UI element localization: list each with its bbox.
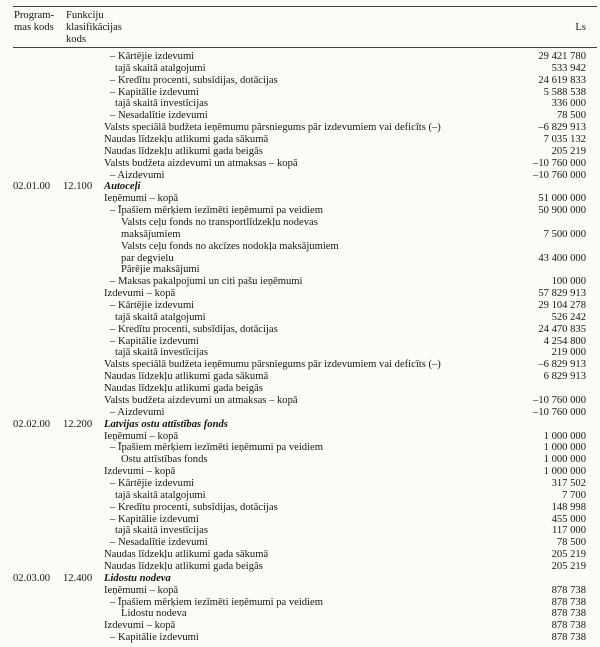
table-row bbox=[0, 63, 600, 75]
row-amount: 78 500 bbox=[556, 110, 586, 122]
row-amount: 336 000 bbox=[551, 98, 586, 110]
row-label: – Īpašiem mērķiem iezīmēti ieņēmumi pa veidiem bbox=[110, 205, 323, 217]
program-code-cell: 02.03.00 bbox=[13, 572, 51, 584]
table-row bbox=[0, 241, 600, 253]
table-row bbox=[0, 632, 600, 644]
table-row bbox=[0, 431, 600, 443]
row-label: – Kredītu procenti, subsīdijas, dotācijas bbox=[110, 323, 278, 335]
table-row bbox=[0, 537, 600, 549]
column-header-program bbox=[14, 10, 54, 34]
row-amount: –10 760 000 bbox=[533, 406, 586, 418]
budget-table bbox=[0, 51, 600, 644]
table-row bbox=[0, 98, 600, 110]
top-rule bbox=[13, 6, 597, 7]
row-label: Ostu attīstības fonds bbox=[121, 454, 208, 466]
row-amount: 878 738 bbox=[551, 608, 586, 620]
row-amount: 7 500 000 bbox=[543, 228, 586, 240]
table-row bbox=[0, 181, 600, 193]
column-header-function-line1: Funkciju bbox=[66, 10, 104, 21]
row-label: – Kredītu procenti, subsīdijas, dotācijas bbox=[110, 74, 278, 86]
row-amount: 7 700 bbox=[562, 489, 586, 501]
table-row bbox=[0, 217, 600, 229]
row-amount: 1 000 000 bbox=[543, 466, 586, 478]
table-row bbox=[0, 585, 600, 597]
table-row bbox=[0, 276, 600, 288]
table-row bbox=[0, 478, 600, 490]
row-amount: 878 738 bbox=[551, 632, 586, 644]
row-label: Valsts budžeta aizdevumi un atmaksas – kopā bbox=[104, 157, 298, 169]
row-amount: 6 829 913 bbox=[543, 371, 586, 383]
row-label: – Kapitālie izdevumi bbox=[110, 632, 199, 644]
table-row bbox=[0, 336, 600, 348]
row-amount: 219 000 bbox=[551, 347, 586, 359]
column-header-function-line3: kods bbox=[66, 34, 87, 46]
table-row bbox=[0, 620, 600, 632]
row-amount: 29 104 278 bbox=[538, 300, 586, 312]
table-row bbox=[0, 253, 600, 265]
table-row bbox=[0, 514, 600, 526]
table-row bbox=[0, 371, 600, 383]
row-label: – Aizdevumi bbox=[110, 406, 165, 418]
table-row bbox=[0, 525, 600, 537]
table-row bbox=[0, 573, 600, 585]
row-label: Valsts ceļu fonds no akcīzes nodokļa maksājumiem bbox=[121, 240, 339, 252]
row-amount: –10 760 000 bbox=[533, 394, 586, 406]
row-amount: 24 470 835 bbox=[538, 323, 586, 335]
function-code-cell: 12.100 bbox=[63, 181, 93, 193]
row-label: Izdevumi – kopā bbox=[104, 288, 176, 300]
row-label: – Kapitālie izdevumi bbox=[110, 335, 199, 347]
row-label: Izdevumi – kopā bbox=[104, 620, 176, 632]
row-label: tajā skaitā investīcijas bbox=[115, 347, 208, 359]
row-label: Naudas līdzekļu atlikumi gada sākumā bbox=[104, 134, 269, 146]
column-header-program-line1: Program- bbox=[14, 10, 55, 21]
row-amount: –6 829 913 bbox=[538, 359, 586, 371]
program-code-cell: 02.01.00 bbox=[13, 181, 51, 193]
table-row bbox=[0, 122, 600, 134]
row-amount: 205 219 bbox=[551, 549, 586, 561]
row-label: – Kapitālie izdevumi bbox=[110, 86, 199, 98]
row-label: Valsts speciālā budžeta ieņēmumu pārsniegums pār izdevumiem vai deficīts (–) bbox=[104, 359, 441, 371]
table-row bbox=[0, 407, 600, 419]
row-amount: 5 588 538 bbox=[543, 86, 586, 98]
table-row bbox=[0, 561, 600, 573]
table-row bbox=[0, 229, 600, 241]
table-row bbox=[0, 312, 600, 324]
row-label: – Kredītu procenti, subsīdijas, dotācijas bbox=[110, 501, 278, 513]
table-row bbox=[0, 466, 600, 478]
row-label: – Aizdevumi bbox=[110, 169, 165, 181]
row-label: maksājumiem bbox=[121, 228, 181, 240]
table-row bbox=[0, 300, 600, 312]
row-amount: 205 219 bbox=[551, 560, 586, 572]
table-row bbox=[0, 51, 600, 63]
row-label: Valsts budžeta aizdevumi un atmaksas – kopā bbox=[104, 394, 298, 406]
row-amount: 43 400 000 bbox=[538, 252, 586, 264]
row-label: – Maksas pakalpojumi un citi pašu ieņēmumi bbox=[110, 276, 303, 288]
row-amount: 878 738 bbox=[551, 584, 586, 596]
row-amount: 1 000 000 bbox=[543, 430, 586, 442]
row-amount: 455 000 bbox=[551, 513, 586, 525]
function-code-cell: 12.400 bbox=[63, 572, 93, 584]
table-row bbox=[0, 146, 600, 158]
table-row bbox=[0, 158, 600, 170]
table-row bbox=[0, 170, 600, 182]
row-amount: 148 998 bbox=[551, 501, 586, 513]
table-row bbox=[0, 395, 600, 407]
row-amount: 29 421 780 bbox=[538, 51, 586, 62]
row-label: Naudas līdzekļu atlikumi gada beigās bbox=[104, 383, 263, 395]
row-amount: 50 900 000 bbox=[538, 205, 586, 217]
row-amount: 878 738 bbox=[551, 620, 586, 632]
row-label: Naudas līdzekļu atlikumi gada sākumā bbox=[104, 371, 269, 383]
table-row bbox=[0, 288, 600, 300]
table-row bbox=[0, 608, 600, 620]
row-label: tajā skaitā atalgojumi bbox=[115, 311, 206, 323]
row-label: – Kārtējie izdevumi bbox=[110, 300, 195, 312]
row-label: Ieņēmumi – kopā bbox=[104, 193, 179, 205]
row-label: Naudas līdzekļu atlikumi gada beigās bbox=[104, 560, 263, 572]
row-label: Valsts ceļu fonds no transportlīdzekļu nodevas bbox=[121, 217, 318, 229]
table-row bbox=[0, 87, 600, 99]
row-label: tajā skaitā investīcijas bbox=[115, 98, 208, 110]
table-row bbox=[0, 359, 600, 371]
row-label: Naudas līdzekļu atlikumi gada beigās bbox=[104, 145, 263, 157]
row-label: Naudas līdzekļu atlikumi gada sākumā bbox=[104, 549, 269, 561]
row-amount: 4 254 800 bbox=[543, 335, 586, 347]
row-label: Ieņēmumi – kopā bbox=[104, 430, 179, 442]
row-label: Lidostu nodeva bbox=[104, 572, 171, 584]
table-row bbox=[0, 442, 600, 454]
column-header-program-line2: mas kods bbox=[14, 22, 54, 34]
function-code-cell: 12.200 bbox=[63, 418, 93, 430]
header-rule bbox=[13, 47, 597, 48]
row-label: tajā skaitā investīcijas bbox=[115, 525, 208, 537]
row-label: – Īpašiem mērķiem iezīmēti ieņēmumi pa veidiem bbox=[110, 596, 323, 608]
table-row bbox=[0, 383, 600, 395]
row-amount: 100 000 bbox=[551, 276, 586, 288]
table-row bbox=[0, 205, 600, 217]
row-amount: 878 738 bbox=[551, 596, 586, 608]
table-row bbox=[0, 419, 600, 431]
row-label: tajā skaitā atalgojumi bbox=[115, 489, 206, 501]
table-row bbox=[0, 134, 600, 146]
row-amount: 205 219 bbox=[551, 145, 586, 157]
table-row bbox=[0, 597, 600, 609]
table-row bbox=[0, 502, 600, 514]
row-label: Lidostu nodeva bbox=[121, 608, 187, 620]
table-row bbox=[0, 264, 600, 276]
row-label: Pārējie maksājumi bbox=[121, 264, 200, 276]
row-label: tajā skaitā atalgojumi bbox=[115, 62, 206, 74]
row-label: par degvielu bbox=[121, 252, 174, 264]
table-row bbox=[0, 193, 600, 205]
table-row bbox=[0, 347, 600, 359]
row-amount: 51 000 000 bbox=[538, 193, 586, 205]
row-label: Izdevumi – kopā bbox=[104, 466, 176, 478]
table-row bbox=[0, 324, 600, 336]
row-amount: 526 242 bbox=[551, 311, 586, 323]
table-row bbox=[0, 549, 600, 561]
table-row bbox=[0, 110, 600, 122]
table-row bbox=[0, 75, 600, 87]
row-label: Ieņēmumi – kopā bbox=[104, 584, 179, 596]
row-amount: 7 035 132 bbox=[543, 134, 586, 146]
row-amount: –10 760 000 bbox=[533, 169, 586, 181]
program-code-cell: 02.02.00 bbox=[13, 418, 51, 430]
row-label: – Kārtējie izdevumi bbox=[110, 477, 195, 489]
row-label: – Nesadalītie izdevumi bbox=[110, 110, 208, 122]
row-amount: 1 000 000 bbox=[543, 454, 586, 466]
row-amount: 78 500 bbox=[556, 537, 586, 549]
row-label: – Kapitālie izdevumi bbox=[110, 513, 199, 525]
row-amount: –10 760 000 bbox=[533, 157, 586, 169]
column-header-function-line2: klasifikācijas bbox=[66, 22, 122, 34]
row-amount: 533 942 bbox=[551, 62, 586, 74]
row-amount: 317 502 bbox=[551, 477, 586, 489]
row-label: Valsts speciālā budžeta ieņēmumu pārsniegums pār izdevumiem vai deficīts (–) bbox=[104, 122, 441, 134]
row-amount: 24 619 833 bbox=[538, 74, 586, 86]
row-amount: 57 829 913 bbox=[538, 288, 586, 300]
row-label: Autoceļi bbox=[104, 181, 141, 193]
row-amount: –6 829 913 bbox=[538, 122, 586, 134]
row-amount: 117 000 bbox=[551, 525, 586, 537]
row-amount: 1 000 000 bbox=[543, 442, 586, 454]
row-label: – Kārtējie izdevumi bbox=[110, 51, 195, 62]
row-label: – Nesadalītie izdevumi bbox=[110, 537, 208, 549]
currency-header: Ls bbox=[575, 22, 586, 33]
row-label: – Īpašiem mērķiem iezīmēti ieņēmumi pa veidiem bbox=[110, 442, 323, 454]
row-label: Latvijas ostu attīstības fonds bbox=[104, 418, 228, 430]
column-header-function bbox=[66, 10, 122, 47]
table-row bbox=[0, 490, 600, 502]
table-row bbox=[0, 454, 600, 466]
